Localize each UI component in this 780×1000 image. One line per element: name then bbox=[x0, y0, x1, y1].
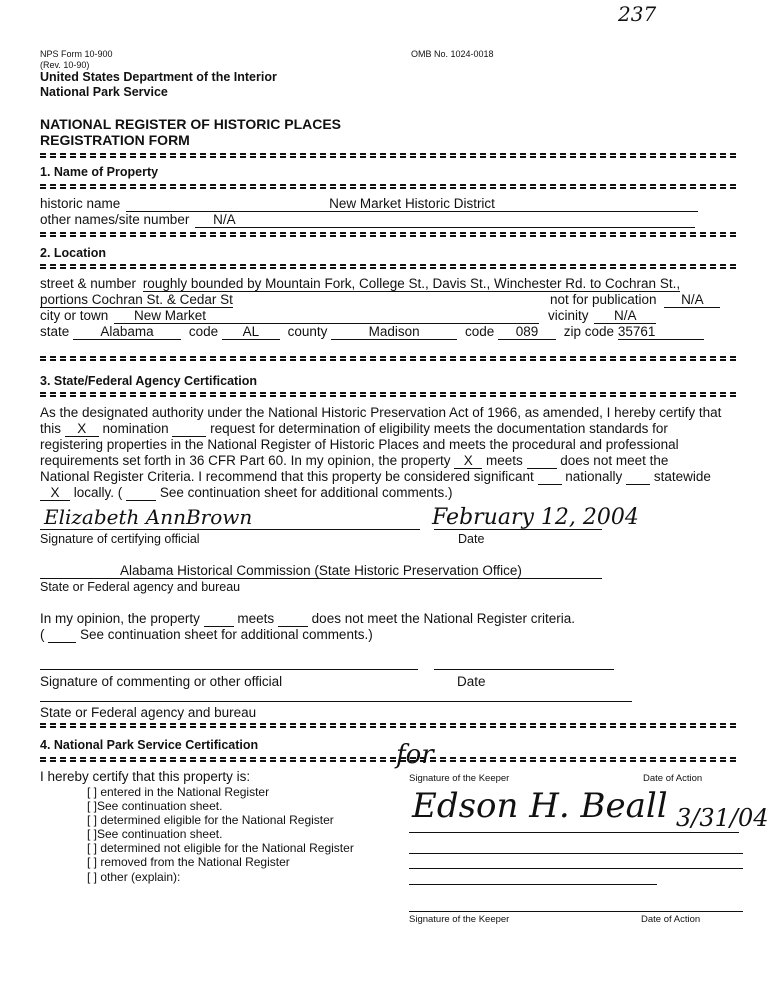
other-names-label: other names/site number bbox=[40, 212, 190, 227]
form-number: NPS Form 10-900 bbox=[40, 49, 113, 59]
county-code-label: code bbox=[464, 324, 495, 339]
divider bbox=[40, 264, 736, 269]
keeper-label-top: Signature of the Keeper bbox=[409, 773, 510, 784]
nomination-check: X bbox=[65, 422, 99, 437]
other-names-value: N/A bbox=[195, 213, 695, 228]
state-row bbox=[40, 324, 704, 340]
comment-date-label: Date bbox=[457, 674, 486, 689]
divider bbox=[40, 757, 736, 762]
state-code-value: AL bbox=[222, 325, 280, 340]
county-code-value: 089 bbox=[498, 325, 556, 340]
signature-label: Signature of certifying official bbox=[40, 532, 200, 546]
date-label: Date bbox=[458, 532, 485, 546]
comment-agency-line bbox=[40, 701, 632, 702]
option-not-eligible[interactable]: [ ] determined not eligible for the National Register bbox=[87, 841, 354, 856]
meets-label: meets bbox=[485, 453, 523, 468]
divider bbox=[40, 153, 736, 158]
option-removed[interactable]: [ ] removed from the National Register bbox=[87, 855, 290, 870]
opinion-meets: meets bbox=[237, 611, 275, 626]
zip-value: 35761 bbox=[618, 325, 704, 340]
keeper-signature: Edson H. Beall bbox=[412, 786, 668, 826]
statewide-blank bbox=[626, 470, 650, 485]
city-value: New Market bbox=[114, 309, 539, 324]
action-label-bottom: Date of Action bbox=[641, 914, 701, 925]
nationally-label: nationally bbox=[565, 469, 623, 484]
certifying-date: February 12, 2004 bbox=[432, 505, 639, 530]
keeper-line-1 bbox=[409, 832, 739, 833]
option-other[interactable]: [ ] other (explain): bbox=[87, 869, 181, 884]
nationally-blank bbox=[538, 470, 562, 485]
certifying-signature: Elizabeth AnnBrown bbox=[44, 505, 253, 529]
agency-label: State or Federal agency and bureau bbox=[40, 580, 241, 594]
does-not-meet-label: does not meet the bbox=[560, 453, 669, 468]
option-eligible-continuation[interactable]: [ ]See continuation sheet. bbox=[87, 827, 223, 842]
comment-agency-label: State or Federal agency and bureau bbox=[40, 705, 257, 720]
cert-requirements: requirements set forth in 36 CFR Part 60. In my opinion, the property bbox=[40, 453, 451, 468]
omb-number: OMB No. 1024-0018 bbox=[411, 49, 494, 59]
opinion-continuation-blank bbox=[48, 628, 76, 643]
opinion-text: In my opinion, the property bbox=[40, 611, 200, 626]
section4-heading: 4. National Park Service Certification bbox=[40, 738, 259, 752]
locally-label: locally. ( bbox=[73, 485, 123, 500]
service: National Park Service bbox=[40, 85, 168, 99]
option-entered[interactable]: [ ] entered in the National Register bbox=[87, 785, 270, 799]
cert-line-5 bbox=[40, 469, 711, 485]
opinion-continuation-text: See continuation sheet for additional comments.) bbox=[80, 627, 373, 642]
divider bbox=[40, 184, 736, 189]
opinion-continuation bbox=[40, 627, 373, 643]
page-number: 237 bbox=[618, 2, 657, 26]
cert-line-1: As the designated authority under the National Historic Preservation Act of 1966, as amended, I hereby certify that bbox=[40, 405, 722, 420]
keeper-line-2 bbox=[409, 853, 743, 854]
comment-date-line bbox=[434, 669, 614, 670]
zip-label: zip code bbox=[563, 324, 615, 339]
keeper-line-3 bbox=[409, 868, 743, 869]
request-blank bbox=[172, 422, 206, 437]
opinion-not-meet: does not meet the National Register criteria. bbox=[311, 611, 576, 626]
historic-name-row bbox=[40, 196, 698, 212]
opinion-meets-blank bbox=[204, 612, 234, 627]
city-row bbox=[40, 308, 539, 324]
cert-line-4 bbox=[40, 453, 668, 469]
form-revision: (Rev. 10-90) bbox=[40, 60, 90, 70]
option-eligible[interactable]: [ ] determined eligible for the National Register bbox=[87, 813, 334, 828]
not-for-publication-row bbox=[550, 292, 720, 308]
vicinity-value: N/A bbox=[594, 309, 656, 324]
street2-value bbox=[40, 292, 233, 308]
form-title-2: REGISTRATION FORM bbox=[40, 132, 190, 148]
agency-value bbox=[40, 563, 602, 579]
county-value: Madison bbox=[331, 325, 457, 340]
paren: ( bbox=[40, 627, 45, 642]
vicinity-label: vicinity bbox=[548, 308, 589, 323]
cert-line-3: registering properties in the National Register of Historic Places and meets the procedural and professional bbox=[40, 437, 679, 452]
historic-name-label: historic name bbox=[40, 196, 121, 211]
state-code-label: code bbox=[188, 324, 219, 339]
not-for-publication-label: not for publication bbox=[550, 292, 657, 307]
city-label: city or town bbox=[40, 308, 109, 323]
department: United States Department of the Interior bbox=[40, 70, 277, 84]
form-title-1: NATIONAL REGISTER OF HISTORIC PLACES bbox=[40, 116, 342, 132]
street-value: roughly bounded by Mountain Fork, College St., Davis St., Winchester Rd. to Cochran St., bbox=[142, 276, 681, 291]
street-label: street & number bbox=[40, 276, 137, 291]
action-date: 3/31/04 bbox=[676, 804, 769, 832]
keeper-line-5 bbox=[409, 911, 743, 912]
agency-text: Alabama Historical Commission (State Historic Preservation Office) bbox=[40, 564, 602, 579]
nps-options bbox=[87, 785, 354, 884]
cert-this: this bbox=[40, 421, 62, 436]
cert-line-2 bbox=[40, 421, 668, 437]
comment-signature-label: Signature of commenting or other official bbox=[40, 674, 283, 689]
street2-text: portions Cochran St. & Cedar St bbox=[40, 292, 233, 307]
opinion-not-meet-blank bbox=[278, 612, 308, 627]
state-value: Alabama bbox=[73, 325, 181, 340]
certify-statement: I hereby certify that this property is: bbox=[40, 769, 251, 784]
request-label: request for determination of eligibility meets the documentation standards for bbox=[210, 421, 668, 436]
keeper-line-4 bbox=[409, 884, 657, 885]
date-line bbox=[434, 529, 602, 530]
divider bbox=[40, 723, 736, 728]
state-label: state bbox=[40, 324, 70, 339]
signature-line bbox=[40, 529, 420, 530]
section2-heading: 2. Location bbox=[40, 246, 106, 260]
option-entered-continuation[interactable]: [ ]See continuation sheet. bbox=[87, 799, 223, 814]
nomination-label: nomination bbox=[102, 421, 169, 436]
street-row bbox=[40, 276, 680, 292]
divider bbox=[40, 356, 736, 361]
does-not-meet-blank bbox=[527, 454, 557, 469]
divider bbox=[40, 392, 736, 397]
other-names-row bbox=[40, 212, 695, 228]
cert-recommend: National Register Criteria. I recommend that this property be considered significant bbox=[40, 469, 534, 484]
continuation-label: See continuation sheet for additional comments.) bbox=[159, 485, 453, 500]
locally-check: X bbox=[40, 486, 70, 501]
section1-heading: 1. Name of Property bbox=[40, 165, 159, 179]
keeper-label-bottom: Signature of the Keeper bbox=[409, 914, 510, 925]
not-for-publication-value: N/A bbox=[664, 293, 720, 308]
opinion-line bbox=[40, 611, 575, 627]
statewide-label: statewide bbox=[653, 469, 711, 484]
vicinity-row bbox=[548, 308, 656, 324]
action-label-top: Date of Action bbox=[643, 773, 703, 784]
for-mark: for bbox=[396, 740, 434, 770]
comment-signature-line bbox=[40, 669, 418, 670]
historic-name-value: New Market Historic District bbox=[126, 197, 698, 212]
cert-line-6 bbox=[40, 485, 452, 501]
continuation-blank bbox=[126, 486, 156, 501]
county-label: county bbox=[287, 324, 328, 339]
meets-check: X bbox=[454, 454, 482, 469]
section3-heading: 3. State/Federal Agency Certification bbox=[40, 374, 257, 388]
divider bbox=[40, 232, 736, 237]
